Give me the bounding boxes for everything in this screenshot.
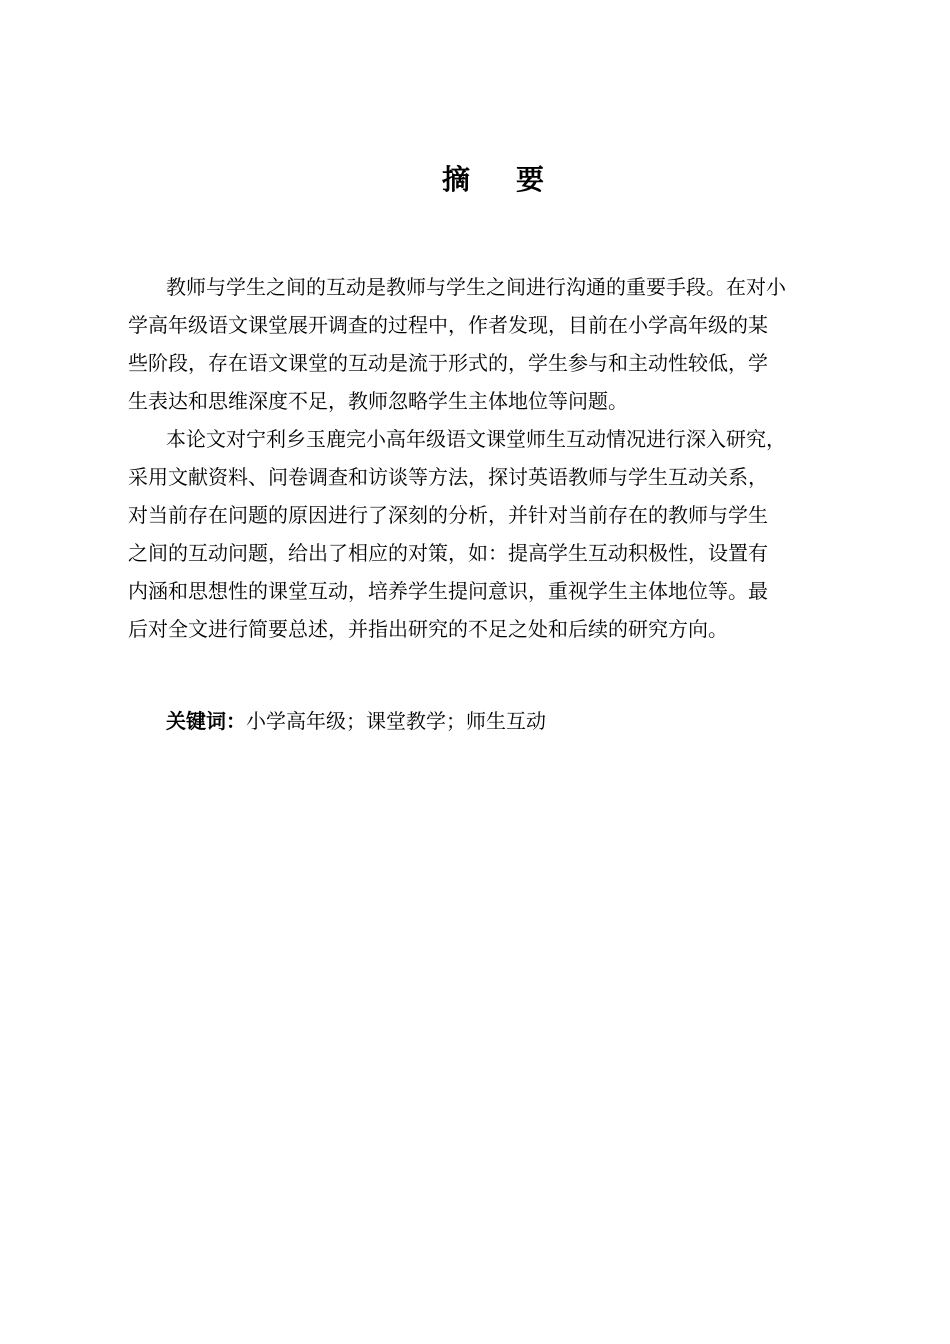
keywords-line — [166, 702, 546, 740]
abstract-body — [128, 268, 860, 648]
abstract-paragraph-1 — [128, 268, 860, 420]
text-line: 采用文献资料、问卷调查和访谈等方法，探讨英语教师与学生互动关系， — [128, 465, 768, 489]
text-line: 之间的互动问题，给出了相应的对策，如：提高学生互动积极性，设置有 — [128, 541, 768, 565]
text-line: 内涵和思想性的课堂互动，培养学生提问意识，重视学生主体地位等。最 — [128, 579, 768, 603]
keywords-value: 小学高年级；课堂教学；师生互动 — [246, 709, 546, 733]
page-title — [0, 160, 950, 200]
title-char-1: 摘 — [441, 163, 472, 196]
text-line: 后对全文进行简要总述，并指出研究的不足之处和后续的研究方向。 — [128, 617, 728, 641]
text-line: 生表达和思维深度不足，教师忽略学生主体地位等问题。 — [128, 389, 628, 413]
text-line: 些阶段，存在语文课堂的互动是流于形式的，学生参与和主动性较低，学 — [128, 351, 768, 375]
title-char-2: 要 — [516, 163, 547, 196]
text-line: 教师与学生之间的互动是教师与学生之间进行沟通的重要手段。在对小 — [166, 275, 786, 299]
abstract-paragraph-2 — [128, 420, 860, 648]
text-line: 对当前存在问题的原因进行了深刻的分析，并针对当前存在的教师与学生 — [128, 503, 768, 527]
text-line: 本论文对宁利乡玉鹿完小高年级语文课堂师生互动情况进行深入研究， — [166, 427, 786, 451]
keywords-label: 关键词： — [166, 709, 246, 733]
text-line: 学高年级语文课堂展开调查的过程中，作者发现，目前在小学高年级的某 — [128, 313, 768, 337]
